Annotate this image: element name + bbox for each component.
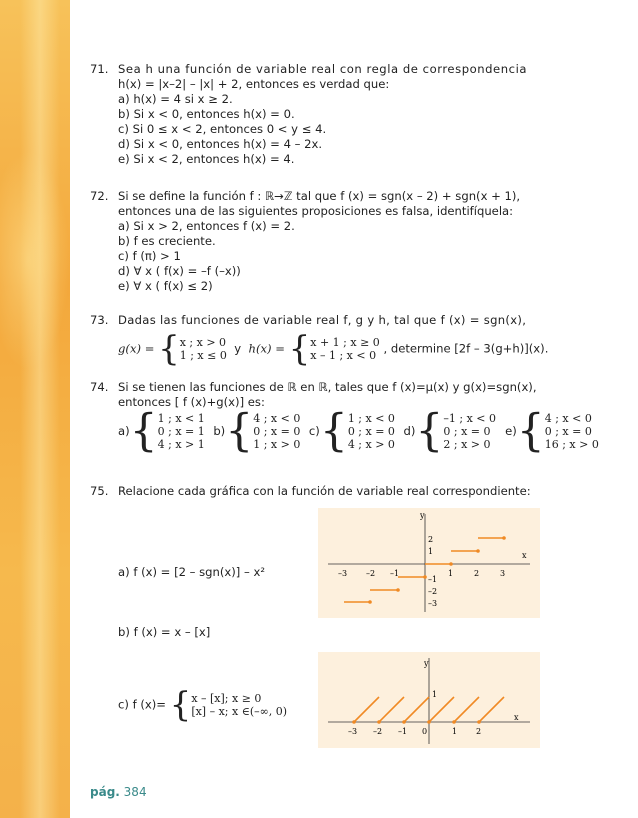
- question-73: [90, 313, 549, 369]
- case: 1 ; x < 1: [157, 412, 205, 425]
- cases: [253, 412, 305, 451]
- option-e: e) Si x < 2, entonces h(x) = 4.: [118, 152, 295, 166]
- case: x + 1 ; x ≥ 0: [310, 336, 380, 349]
- question-number: 75.: [90, 484, 109, 498]
- case: 0 ; x = 0: [544, 425, 592, 438]
- option-d: [403, 405, 502, 457]
- question-text: h(x) = |x–2| – |x| + 2, entonces es verdad que:: [118, 77, 390, 91]
- page-number: [90, 785, 147, 799]
- segment: [354, 697, 379, 722]
- case: 16 ; x > 0: [544, 438, 599, 451]
- case: 4 ; x > 0: [347, 438, 395, 451]
- x-tick-label: 3: [500, 569, 506, 578]
- option-label: e): [505, 424, 517, 438]
- page-value: 384: [123, 785, 147, 799]
- x-tick-label: 1: [448, 569, 454, 578]
- x-tick-label: 0: [422, 727, 428, 736]
- x-axis-label: x: [522, 551, 527, 560]
- x-tick-label: –3: [348, 727, 358, 736]
- question-text: , determine [2f – 3(g+h)](x).: [383, 341, 549, 356]
- question-text: Si se define la función f : ℝ→ℤ tal que f (x) = sgn(x – 2) + sgn(x + 1),: [118, 189, 521, 203]
- brace: {: [288, 329, 311, 369]
- option-label: c): [308, 424, 320, 438]
- y-tick-label: 1: [432, 690, 438, 699]
- endpoint: [396, 588, 400, 592]
- x-tick-label: 2: [476, 727, 482, 736]
- g-cases: [180, 336, 227, 362]
- option-b: b) f es creciente.: [118, 234, 216, 248]
- x-tick-label: –2: [366, 569, 376, 578]
- case: 0 ; x = 1: [157, 425, 205, 438]
- option-d: d) Si x < 0, entonces h(x) = 4 – 2x.: [118, 137, 323, 151]
- option-a: a) h(x) = 4 si x ≥ 2.: [118, 92, 233, 106]
- x-axis-label: x: [514, 713, 519, 722]
- cases: [348, 412, 400, 451]
- page-label: pág.: [90, 785, 120, 799]
- function-c: [118, 685, 288, 725]
- x-tick-label: 1: [452, 727, 458, 736]
- x-tick-label: –1: [390, 569, 400, 578]
- segment: [454, 697, 479, 722]
- case: 0 ; x = 0: [347, 425, 395, 438]
- question-number: 71.: [90, 62, 109, 76]
- endpoint: [477, 720, 481, 724]
- endpoint: [352, 720, 356, 724]
- question-number: 73.: [90, 313, 109, 327]
- case: 1 ; x < 0: [347, 412, 395, 425]
- y-axis-label: y: [424, 659, 429, 668]
- question-number: 72.: [90, 189, 109, 203]
- endpoint: [476, 549, 480, 553]
- g-definition-label: g(x) =: [118, 341, 155, 356]
- cases: [191, 692, 287, 718]
- x-tick-label: –3: [338, 569, 348, 578]
- endpoint: [502, 536, 506, 540]
- case: 4 ; x > 1: [157, 438, 205, 451]
- graph-2-svg: [318, 652, 540, 748]
- conjunction: y: [234, 341, 242, 356]
- option-b: b) Si x < 0, entonces h(x) = 0.: [118, 107, 295, 121]
- case: 0 ; x = 0: [253, 425, 301, 438]
- endpoint: [423, 575, 427, 579]
- option-b: [213, 405, 305, 457]
- x-tick-label: –1: [398, 727, 408, 736]
- case: 4 ; x < 0: [544, 412, 592, 425]
- question-number: 74.: [90, 380, 109, 394]
- question-75: [90, 484, 531, 499]
- option-label: d): [403, 424, 416, 438]
- y-axis-label: y: [420, 511, 425, 520]
- question-text: Relacione cada gráfica con la función de variable real correspondiente:: [118, 484, 531, 498]
- case: –1 ; x < 0: [443, 412, 497, 425]
- question-text: entonces [ f (x)+g(x)] es:: [118, 395, 265, 409]
- brace: {: [169, 685, 192, 725]
- option-a: [118, 405, 210, 457]
- y-tick-label: –1: [428, 575, 438, 584]
- case: x ; x > 0: [179, 336, 227, 349]
- question-text: Dadas las funciones de variable real f, g y h, tal que f (x) = sgn(x),: [118, 313, 527, 327]
- case: [x] – x; x ∈(–∞, 0): [191, 705, 288, 718]
- endpoint: [427, 720, 431, 724]
- y-tick-label: 1: [428, 547, 434, 556]
- y-tick-label: –2: [428, 587, 438, 596]
- case: 4 ; x < 0: [253, 412, 301, 425]
- h-definition-label: h(x) =: [248, 341, 285, 356]
- brace: {: [225, 405, 254, 457]
- function-a: a) f (x) = [2 – sgn(x)] – x²: [118, 565, 265, 579]
- question-text: Si se tienen las funciones de ℝ en ℝ, tales que f (x)=μ(x) y g(x)=sgn(x),: [118, 380, 537, 394]
- h-cases: [310, 336, 380, 362]
- endpoint: [449, 562, 453, 566]
- sidebar-glow: [0, 150, 70, 370]
- case: 0 ; x = 0: [443, 425, 491, 438]
- decorative-sidebar: [0, 0, 70, 818]
- y-tick-label: –3: [428, 599, 438, 608]
- option-c: [308, 405, 400, 457]
- graph-1: [318, 508, 540, 618]
- y-tick-label: 2: [428, 535, 434, 544]
- endpoint: [402, 720, 406, 724]
- graph-1-svg: [318, 508, 540, 618]
- function-b: b) f (x) = x – [x]: [118, 625, 211, 639]
- segment: [379, 697, 404, 722]
- endpoint: [377, 720, 381, 724]
- option-e: [505, 405, 603, 457]
- sidebar-glow: [20, 0, 60, 818]
- cases: [443, 412, 501, 451]
- option-label: b): [213, 424, 226, 438]
- function-label: c) f (x)=: [118, 697, 166, 712]
- option-a: a) Si x > 2, entonces f (x) = 2.: [118, 219, 295, 233]
- segment: [404, 697, 429, 722]
- x-tick-label: –2: [373, 727, 383, 736]
- endpoint: [452, 720, 456, 724]
- brace: {: [319, 405, 348, 457]
- question-72: [90, 189, 520, 294]
- case: 2 ; x > 0: [443, 438, 491, 451]
- brace: {: [415, 405, 444, 457]
- option-label: a): [118, 424, 130, 438]
- graph-2: [318, 652, 540, 748]
- brace: {: [516, 405, 545, 457]
- brace: {: [158, 329, 180, 369]
- option-d: d) ∀ x ( f(x) = –f (–x)): [118, 264, 241, 278]
- question-74: [90, 380, 603, 457]
- option-e: e) ∀ x ( f(x) ≤ 2): [118, 279, 213, 293]
- question-71: [90, 62, 527, 167]
- cases: [545, 412, 603, 451]
- case: 1 ; x ≤ 0: [179, 349, 227, 362]
- case: 1 ; x > 0: [253, 438, 301, 451]
- segment: [429, 697, 454, 722]
- x-tick-label: 2: [474, 569, 480, 578]
- brace: {: [129, 405, 158, 457]
- option-c: c) f (π) > 1: [118, 249, 181, 263]
- cases: [158, 412, 210, 451]
- segment: [479, 697, 504, 722]
- question-text: entonces una de las siguientes proposiciones es falsa, identifíquela:: [118, 204, 514, 218]
- option-c: c) Si 0 ≤ x < 2, entonces 0 < y ≤ 4.: [118, 122, 327, 136]
- endpoint: [368, 600, 372, 604]
- case: x – 1 ; x < 0: [310, 349, 377, 362]
- case: x – [x]; x ≥ 0: [191, 692, 262, 705]
- question-text: Sea h una función de variable real con regla de correspondencia: [118, 62, 527, 76]
